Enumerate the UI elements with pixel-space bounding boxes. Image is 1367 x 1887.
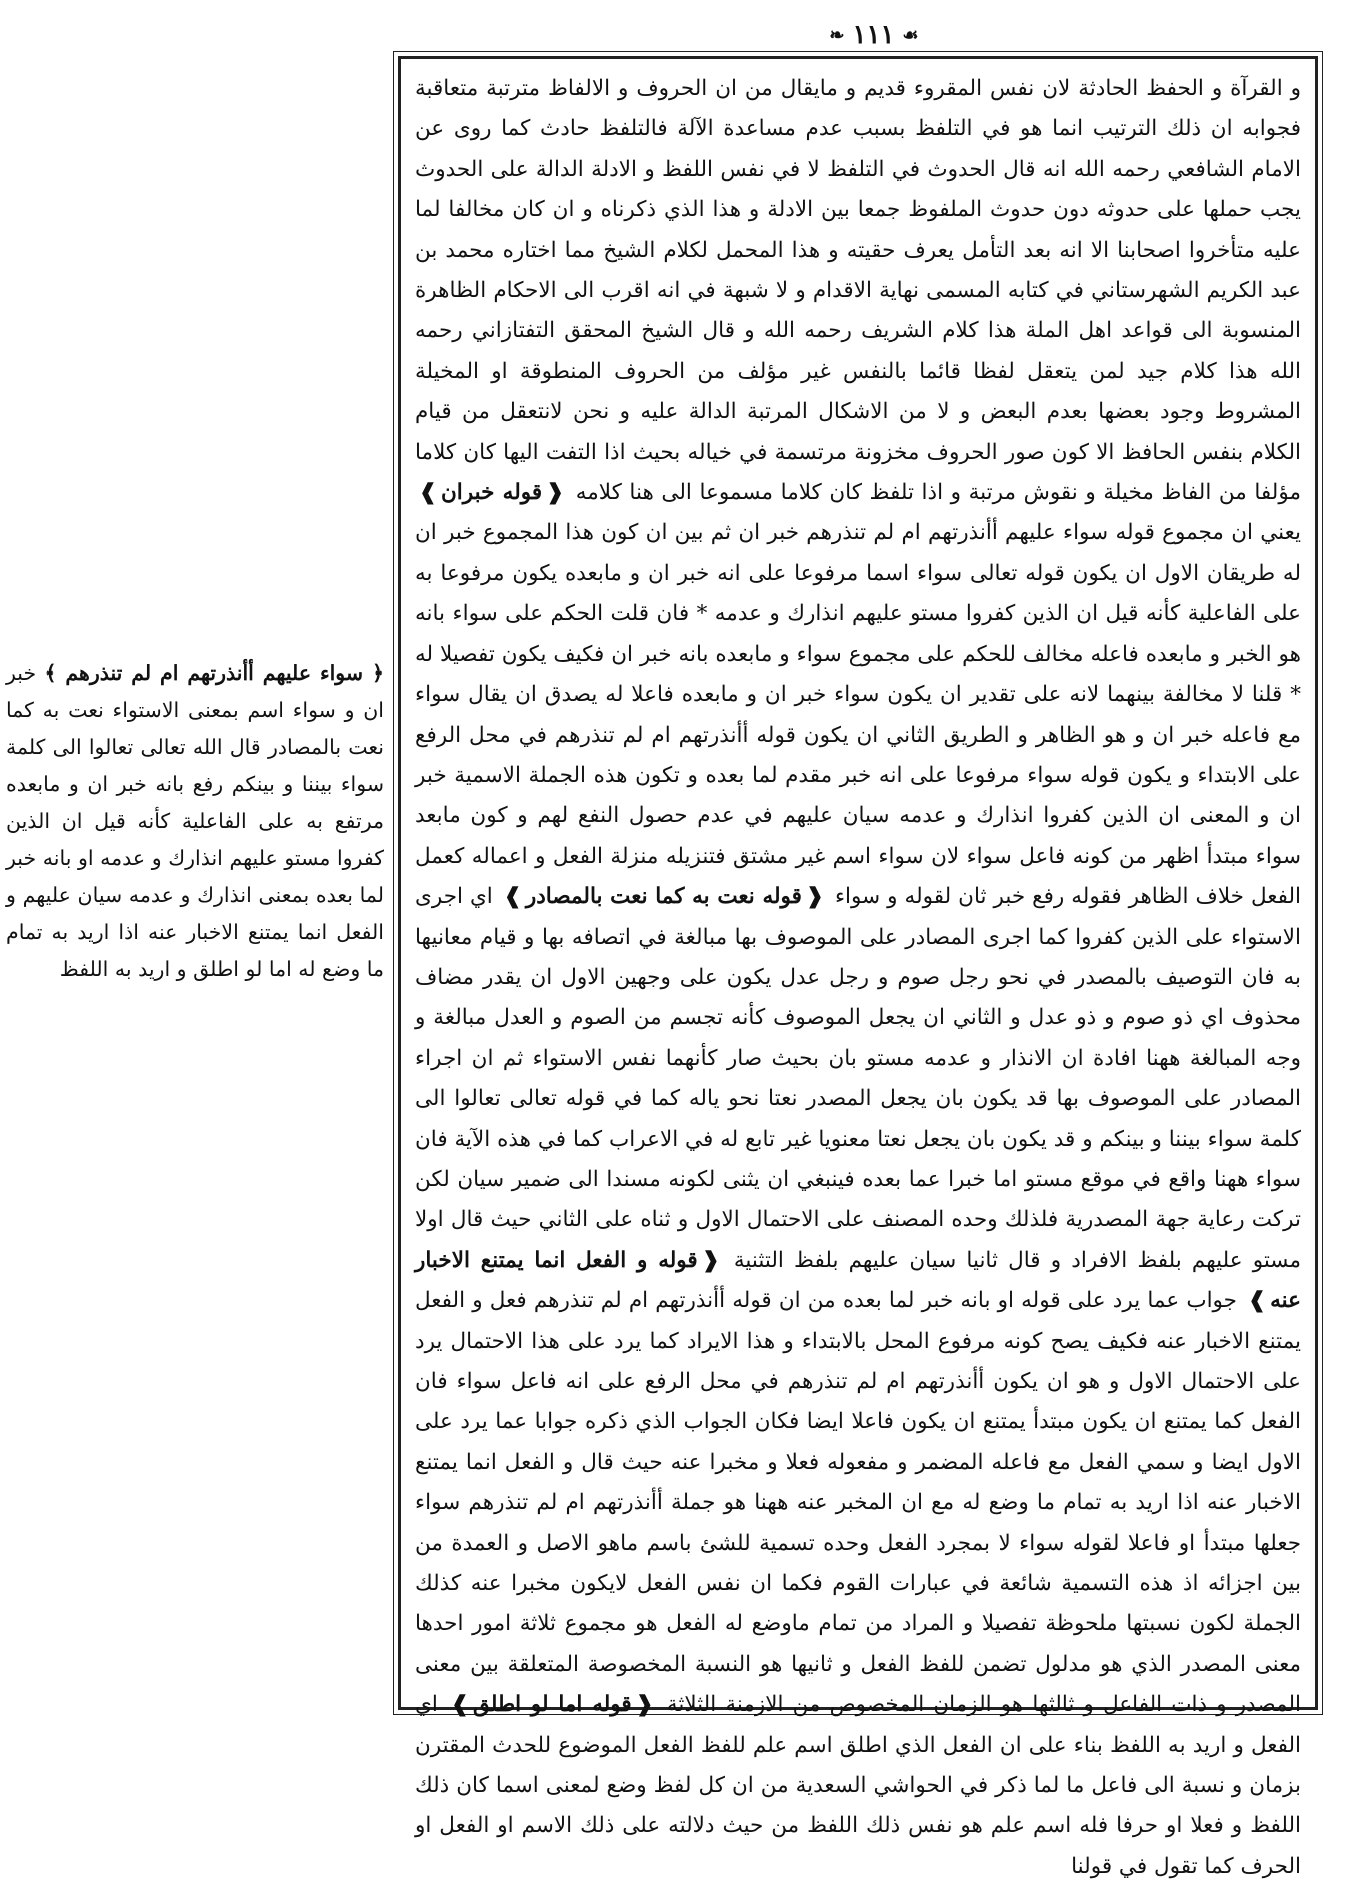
- commentary-keyword: قوله نعت به كما نعت بالمصادر: [525, 884, 802, 910]
- text-segment: يعني ان مجموع قوله سواء عليهم أأنذرتهم ام لم تنذرهم خبر ان ثم بين ان كون هذا المجموع خبر ان له طريقان الاول ان يكون قوله تعالى سواء اسما مرفوعا على انه خبر ان و مابعده يكون مرفوعا به على الفاعلية كأنه قيل ان الذين كفروا مستو عليهم انذارك و عدمه * فان قلت الحكم على سواء بانه هو الخبر و مابعده فاعله مخالف للحكم على مجموع سواء و مابعده بانه خبر ان فكيف يكون تفصيلا له * قلنا لا مخالفة بينهما لانه على تقدير ان يكون سواء خبر ان و مابعده فاعلا له يصدق ان يقال سواء مع فاعله خبر ان و هو الظاهر و الطريق الثاني ان يكون قوله أأنذرتهم ام لم تنذرهم في محل الرفع على الابتداء و يكون قوله سواء مرفوعا على انه خبر مقدم لما بعده و تكون هذه الجملة الاسمية خبر ان و المعنى ان الذين كفروا انذارك و عدمه سيان عليهم في عدم حصول النفع لهم و كون مابعد سواء مبتدأ اظهر من كونه فاعل سواء لان سواء اسم غير مشتق فتنزيله منزلة الفعل و اعماله كعمل الفعل خلاف الظاهر فقوله رفع خبر ثان لقوله و سواء: [415, 520, 1301, 910]
- page-number: [814, 18, 934, 52]
- margin-paragraph: [6, 655, 384, 988]
- text-segment: اي اجرى الاستواء على الذين كفروا كما اجرى المصادر على الموصوف بها مبالغة في اتصافه بها و قيام معانيها به فان التوصيف بالمصدر في نحو رجل صوم و رجل عدل يكون على وجهين الاول ان يقدر مضاف محذوف اي ذو صوم و ذو عدل و الثاني ان يجعل الموصوف كأنه تجسم من الصوم و العدل مبالغة و وجه المبالغة ههنا افادة ان الانذار و عدمه مستو بان بحيث صار كأنهما نفس الاستواء ثم ان اجراء المصادر على الموصوف بها قد يكون بان يجعل المصدر نعتا نحو ياله كما في قوله تعالى تعالوا الى كلمة سواء بيننا و بينكم و قد يكون بان يجعل نعتا معنويا غير تابع له في الاعراب كما في هذه الآية فان سواء ههنا واقع في موقع مستو اما خبرا عما بعده فينبغي ان يثنى لكونه مسندا الى ضمير سيان لكن تركت رعاية جهة المصدرية فلذلك وحده المصنف على الاحتمال الاول و ثناه على الثاني حيث قال اولا مستو عليهم بلفظ الافراد و قال ثانيا سيان عليهم بلفظ التثنية: [415, 884, 1302, 1273]
- margin-lemma: ﴿ سواء عليهم أأنذرتهم ام لم تنذرهم ﴾: [44, 661, 384, 685]
- text-segment: اي الفعل و اريد به اللفظ بناء على ان الفعل الذي اطلق اسم علم للفظ الفعل الموضوع للحدث المقترن بزمان و نسبة الى فاعل ما لما ذكر في الحواشي السعدية من ان كل لفظ وضع لمعنى اسما كان ذلك اللفظ و فعلا او حرفا فله اسم علم هو نفس ذلك اللفظ من حيث دلالته على ذلك الاسم او الفعل او الحرف كما تقول في قولنا: [415, 1692, 1301, 1879]
- page-number-label: ١١١: [852, 20, 895, 50]
- bracket-open-icon: ❰: [635, 1692, 654, 1718]
- paragraph: [415, 69, 1301, 1887]
- text-segment: و القرآة و الحفظ الحادثة لان نفس المقروء قديم و مايقال من ان الحروف و الالفاظ مترتبة متعاقبة فجوابه ان ذلك الترتيب انما هو في التلفظ بسبب عدم مساعدة الآلة فالتلفظ حادث كما روى عن الامام الشافعي رحمه الله انه قال الحدوث في التلفظ لا في نفس اللفظ و الادلة الدالة على الحدوث يجب حملها على حدوثه دون حدوث الملفوظ جمعا بين الادلة و هذا الذي ذكرناه و ان كان مخالفا لما عليه متأخروا اصحابنا الا انه بعد التأمل يعرف حقيته و هذا المحمل لكلام الشيخ مما اختاره محمد بن عبد الكريم الشهرستاني في كتابه المسمى نهاية الاقدام و لا شبهة في انه اقرب الى الاحكام الظاهرة المنسوبة الى قواعد اهل الملة هذا كلام الشريف رحمه الله و قال الشيخ المحقق التفتازاني رحمه الله هذا كلام جيد لمن يتعقل لفظا قائما بالنفس غير مؤلف من الحروف المنطوقة او المخيلة المشروط وجود بعضها بعدم البعض و لا من الاشكال المرتبة الدالة عليه و نحن لانتعقل من قيام الكلام بنفس الحافظ الا كون صور الحروف مخزونة مرتسمة في خياله بحيث اذا التفت اليها كان كلاما مؤلفا من الفاظ مخيلة و نقوش مرتبة و اذا تلفظ كان كلاما مسموعا الى هنا كلامه: [415, 76, 1301, 506]
- main-text-frame: [398, 56, 1318, 1879]
- text-segment: جواب عما يرد على قوله او بانه خبر لما بعده من ان قوله أأنذرتهم ام لم تنذرهم فعل و الفعل يمتنع الاخبار عنه فكيف يصح كونه مرفوع المحل بالابتداء و هذا الايراد كما يرد على هذا الاحتمال يرد على الاحتمال الاول و هو ان يكون أأنذرتهم ام لم تنذرهم في محل الرفع على انه فاعل سواء فان الفعل كما يمتنع ان يكون مبتدأ يمتنع ان يكون فاعلا ايضا فكان الجواب الذي ذكره جوابا عما يرد على الاول ايضا و سمي الفعل مع فاعله المضمر و مفعوله فعلا و مخبرا عنه حيث قال و الفعل انما يمتنع الاخبار عنه اذا اريد به تمام ما وضع له مع ان المخبر عنه ههنا هو جملة أأنذرتهم ام لم تنذرهم سواء جعلها مبتدأ او فاعلا لقوله سواء لا بمجرد الفعل وحده تسمية للشئ باسم ماهو الاصل و العمدة من بين اجزائه اذ هذه التسمية شائعة في عبارات القوم فكما ان نفس الفعل لايكون مخبرا عنه كذلك الجملة لكون نسبتها ملحوظة تفصيلا و المراد من تمام ماوضع له الفعل هو مجموع ثلاثة امور احدها معنى المصدر الذي هو مدلول تضمن للفظ الفعل و ثانيها هو النسبة المخصوصة المتعلقة بين معنى المصدر و ذات الفاعل و ثالثها هو الزمان المخصوص من الازمنة الثلاثة: [415, 1288, 1302, 1718]
- bracket-open-icon: ❰: [546, 480, 565, 506]
- ornament-icon: ❧: [829, 24, 845, 46]
- margin-body: خبر ان و سواء اسم بمعنى الاستواء نعت به كما نعت بالمصادر قال الله تعالى تعالوا الى كلمة سواء بيننا و بينكم رفع بانه خبر ان و مابعده مرتفع به على الفاعلية كأنه قيل ان الذين كفروا مستو عليهم انذارك و عدمه او بانه خبر لما بعده بمعنى انذارك و عدمه سيان عليهم و الفعل انما يمتنع الاخبار عنه اذا اريد به تمام ما وضع له اما لو اطلق و اريد به اللفظ: [6, 661, 384, 981]
- commentary-keyword: قوله اما لو اطلق: [472, 1692, 632, 1718]
- bracket-open-icon: ❰: [701, 1247, 720, 1273]
- main-commentary: [415, 69, 1302, 1879]
- bracket-close-icon: ❱: [1248, 1288, 1267, 1314]
- commentary-keyword: قوله و الفعل انما يمتنع الاخبار عنه: [415, 1247, 1301, 1314]
- bracket-close-icon: ❱: [450, 1692, 469, 1718]
- bracket-close-icon: ❱: [503, 884, 522, 910]
- bracket-open-icon: ❰: [805, 884, 824, 910]
- margin-base-text: [6, 655, 384, 1011]
- bracket-close-icon: ❱: [419, 480, 438, 506]
- commentary-keyword: قوله خبران: [441, 480, 543, 506]
- ornament-icon: ☙: [902, 24, 919, 46]
